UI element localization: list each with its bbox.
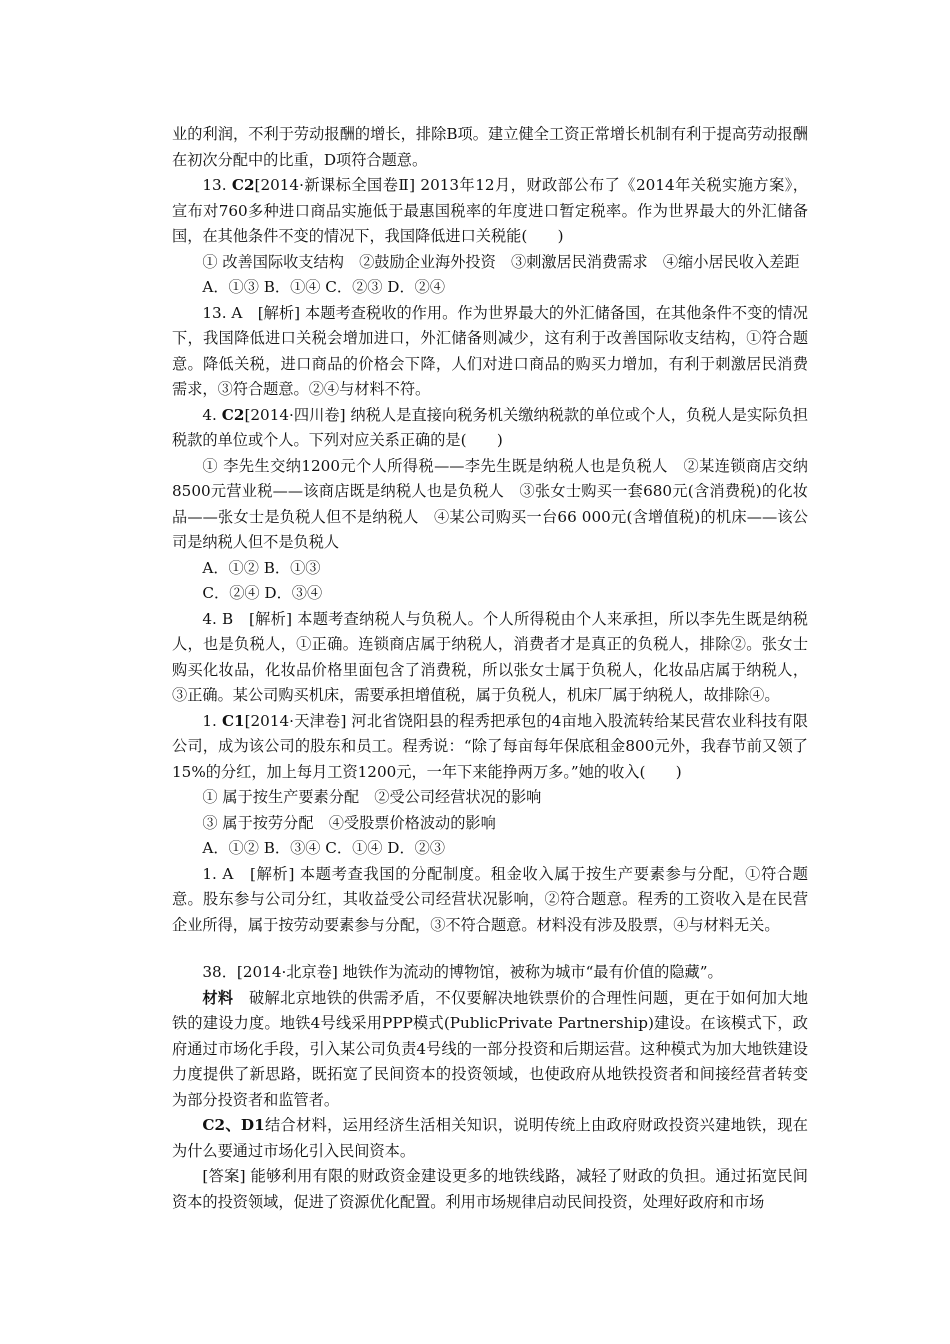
question-text: [2014·天津卷] 河北省饶阳县的程秀把承包的4亩地入股流转给某民营农业科技有限公司，成为该公司的股东和员工。程秀说：“除了每亩每年保底租金800元外，我春节前又领了15%的分红，加上每月工资1200元，一年下来能挣两万多。”她的收入( ) [172,711,808,781]
question-1-options-2 [172,811,808,837]
answer-38 [172,1164,808,1215]
question-number: 1. [202,711,222,730]
paragraph-text: 1. A [解析] 本题考查我国的分配制度。租金收入属于按生产要素参与分配，①符合题意。股东参与公司分红，其收益受公司经营状况影响，②符合题意。程秀的工资收入是在民营企业所得，属于按劳动要素参与分配，③不符合题意。材料没有涉及股票，④与材料无关。 [172,864,808,934]
question-code: C1 [221,711,245,730]
paragraph-text: [答案] 能够利用有限的财政资金建设更多的地铁线路，减轻了财政的负担。通过拓宽民间资本的投资领域，促进了资源优化配置。利用市场规律启动民间投资，处理好政府和市场 [172,1167,808,1211]
section-gap [172,938,808,960]
paragraph-text: 38．[2014·北京卷] 地铁作为流动的博物馆，被称为城市“最有价值的隐藏”。 [202,963,723,981]
paragraph-text: 业的利润，不利于劳动报酬的增长，排除B项。建立健全工资正常增长机制有利于提高劳动报酬在初次分配中的比重，D项符合题意。 [172,125,808,169]
question-4-choices-2 [172,581,808,607]
question-text: [2014·四川卷] 纳税人是直接向税务机关缴纳税款的单位或个人，负税人是实际负担税款的单位或个人。下列对应关系正确的是( ) [172,405,808,449]
question-1 [172,709,808,786]
paragraph-text: ① 李先生交纳1200元个人所得税——李先生既是纳税人也是负税人 ②某连锁商店交纳8500元营业税——该商店既是纳税人也是负税人 ③张女士购买一套680元(含消费税)的化妆品——张女士是负税人但不是纳税人 ④某公司购买一台66 000元(含增值税)的机床——该公司是纳税人但不是负税人 [172,456,808,551]
question-4 [172,403,808,454]
paragraph-text: C．②④ D．③④ [202,584,323,602]
material-text: 破解北京地铁的供需矛盾，不仅要解决地铁票价的合理性问题，更在于如何加大地铁的建设力度。地铁4号线采用PPP模式(PublicPrivate Partnership)建设。在该模式下，政府通过市场化手段，引入某公司负责4号线的一部分投资和后期运营。这种模式为加大地铁建设力度提供了新思路，既拓宽了民间资本的投资领域，也使政府从地铁投资者和间接经营者转变为部分投资者和监管者。 [172,988,809,1109]
question-4-options [172,454,808,556]
question-code: C2 [231,176,255,194]
answer-4 [172,607,808,709]
paragraph-text: A．①② B．①③ [202,558,321,577]
paragraph-text: 4. B [解析] 本题考查纳税人与负税人。个人所得税由个人来承担，所以李先生既是纳税人，也是负税人，①正确。连锁商店属于纳税人，消费者才是真正的负税人，排除②。张女士购买化妆品，化妆品价格里面包含了消费税，所以张女士属于负税人，化妆品店属于纳税人，③正确。某公司购买机床，需要承担增值税，属于负税人，机床厂属于纳税人，故排除④。 [172,609,808,704]
question-text: [2014·新课标全国卷Ⅱ] 2013年12月，财政部公布了《2014年关税实施方案》，宣布对760多种进口商品实施低于最惠国税率的年度进口暂定税率。作为世界最大的外汇储备国，在其他条件不变的情况下，我国降低进口关税能( ) [172,176,808,245]
question-1-options-1 [172,785,808,811]
paragraph-text: ① 改善国际收支结构 ②鼓励企业海外投资 ③刺激居民消费需求 ④缩小居民收入差距 [202,252,800,271]
question-13-options [172,250,808,276]
question-number: 13. [202,176,232,194]
answer-13 [172,301,808,403]
material [172,986,808,1114]
question-4-choices-1 [172,556,808,582]
question-13 [172,173,808,250]
question-code: C2、D1 [202,1116,265,1134]
paragraph [172,122,808,173]
paragraph-text: ③ 属于按劳分配 ④受股票价格波动的影响 [202,813,496,832]
question-38 [172,960,808,986]
question-13-choices [172,275,808,301]
question-text: 结合材料，运用经济生活相关知识，说明传统上由政府财政投资兴建地铁，现在为什么要通过市场化引入民间资本。 [172,1116,808,1160]
question-code: C2 [221,405,245,424]
paragraph-text: A．①③ B．①④ C．②③ D．②④ [202,278,446,296]
question-38-prompt [172,1113,808,1164]
answer-1 [172,862,808,939]
paragraph-text: ① 属于按生产要素分配 ②受公司经营状况的影响 [202,788,542,806]
paragraph-text: 13. A [解析] 本题考查税收的作用。作为世界最大的外汇储备国，在其他条件不变的情况下，我国降低进口关税会增加进口，外汇储备则减少，这有利于改善国际收支结构，①符合题意。降低关税，进口商品的价格会下降，人们对进口商品的购买力增加，有利于刺激居民消费需求，③符合题意。②④与材料不符。 [172,303,808,398]
question-number: 4. [202,405,222,424]
document-body [172,122,808,1215]
paragraph-text: A．①② B．③④ C．①④ D．②③ [202,839,446,857]
question-1-choices [172,836,808,862]
material-label: 材料 [202,988,234,1007]
